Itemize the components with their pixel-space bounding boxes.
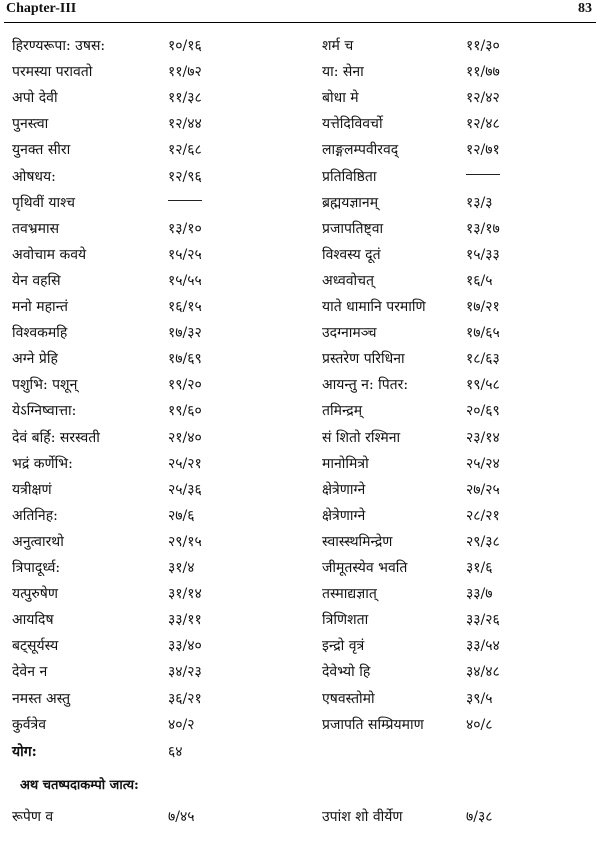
table-row (0, 349, 600, 375)
table-row (0, 428, 600, 454)
mantra-reference: ७/३८ (466, 808, 493, 825)
mantra-text: रूपेण व (12, 808, 54, 825)
mantra-reference: ११/३० (466, 38, 500, 54)
mantra-text: विश्वस्य दूतं (322, 246, 381, 263)
mantra-text: अध्ववोचत् (322, 272, 375, 289)
mantra-text: प्रस्तरेण परिधिना (322, 351, 405, 368)
table-row (0, 480, 600, 506)
mantra-text: उपांश शो वीर्येण (322, 808, 403, 825)
mantra-reference: २७/६ (168, 507, 195, 524)
mantra-text: येऽग्निष्वात्ता: (12, 403, 77, 420)
mantra-text: ओषधय: (12, 168, 56, 185)
mantra-reference: १३/१० (168, 220, 202, 237)
mantra-text: यत्तेदिविवर्चो (322, 116, 383, 133)
mantra-reference: ३६/२१ (168, 690, 202, 707)
mantra-reference: १९/२० (168, 377, 202, 394)
table-row (0, 193, 600, 219)
empty-dash (168, 200, 202, 201)
table-row (0, 807, 600, 833)
mantra-reference (168, 193, 202, 209)
mantra-reference: १९/५८ (466, 377, 500, 394)
mantra-text: अग्ने प्रेहि (12, 351, 58, 368)
table-row (0, 715, 600, 741)
mantra-reference: १६/१५ (168, 299, 202, 315)
mantra-reference: १७/६९ (168, 351, 202, 368)
mantra-text: सं शितो रश्मिना (322, 429, 401, 446)
mantra-text: येन वहसि (12, 272, 61, 289)
mantra-text: या: सेना (322, 64, 364, 81)
mantra-text: एषवस्तोमो (322, 690, 375, 707)
chapter-title: Chapter-III (6, 1, 77, 16)
mantra-text: ब्रह्मयज्ञानम् (322, 194, 379, 211)
mantra-reference: ११/३८ (168, 90, 202, 107)
mantra-reference: १२/४२ (466, 90, 500, 107)
mantra-text: यत्रीक्षणं (12, 481, 52, 498)
mantra-reference: ३४/२३ (168, 664, 202, 681)
mantra-text: मनो महान्तं (12, 299, 68, 315)
mantra-reference: ११/७७ (466, 64, 500, 81)
mantra-reference: २१/४० (168, 429, 202, 446)
mantra-reference: १२/४४ (168, 116, 202, 133)
mantra-text: क्षेत्रेणाग्ने (322, 481, 366, 498)
mantra-reference: २५/३६ (168, 481, 202, 498)
table-row (0, 245, 600, 271)
mantra-text: परमस्या परावतो (12, 64, 93, 81)
table-row (0, 584, 600, 610)
mantra-reference: २७/२५ (466, 481, 500, 498)
header-rule (4, 22, 596, 23)
mantra-text: तमिन्द्रम् (322, 403, 363, 420)
table-row (0, 506, 600, 532)
mantra-reference: ३३/२६ (466, 612, 500, 629)
table-row (0, 36, 600, 62)
mantra-text: देवेभ्यो हि (322, 664, 371, 681)
table-row (0, 454, 600, 480)
mantra-reference: ३१/४ (168, 560, 195, 576)
mantra-text: पशुभि: पशून् (12, 377, 78, 394)
mantra-reference: ३३/४० (168, 638, 202, 655)
mantra-reference: ३१/१४ (168, 586, 202, 603)
total-row (0, 742, 600, 768)
mantra-text: आयदिष (12, 612, 54, 629)
mantra-reference: ४०/८ (466, 716, 493, 733)
mantra-text: देवं बर्हि: सरस्वती (12, 429, 100, 446)
mantra-reference (466, 167, 500, 183)
table-row (0, 636, 600, 662)
mantra-text: बट्सूर्यस्य (12, 638, 59, 655)
mantra-text: हिरण्यरूपा: उषस: (12, 38, 106, 54)
mantra-text: कुर्वत्रेव (12, 716, 47, 733)
table-row (0, 88, 600, 114)
table-row (0, 114, 600, 140)
mantra-reference: १७/३२ (168, 325, 202, 342)
mantra-reference: १८/६३ (466, 351, 500, 368)
mantra-text: विश्वकमहि (12, 325, 68, 342)
mantra-reference: ३३/५४ (466, 638, 500, 655)
mantra-text: अपो देवी (12, 90, 58, 107)
mantra-text: बोधा मे (322, 90, 359, 107)
mantra-reference: ३३/७ (466, 586, 493, 603)
mantra-text: याते धामानि परमाणि (322, 299, 426, 315)
mantra-text: अवोचाम कवये (12, 246, 87, 263)
mantra-reference: १०/१६ (168, 38, 202, 54)
mantra-reference: १५/३३ (466, 246, 500, 263)
mantra-reference: १७/६५ (466, 325, 500, 342)
table-row (0, 689, 600, 715)
mantra-text: नमस्त अस्तु (12, 690, 71, 707)
mantra-text: स्वास्स्थमिन्द्रेण (322, 533, 393, 550)
mantra-reference: १३/१७ (466, 220, 500, 237)
mantra-text: देवेन न (12, 664, 48, 681)
mantra-text: युनक्त सीरा (12, 142, 71, 159)
mantra-reference: १५/२५ (168, 246, 202, 263)
mantra-reference: २८/२१ (466, 507, 500, 524)
mantra-reference: १६/५ (466, 272, 493, 289)
mantra-reference: १३/३ (466, 194, 493, 211)
table-row (0, 401, 600, 427)
section-heading: अथ चतष्पदाकम्पो जात्य: (20, 777, 139, 793)
mantra-text: त्रिपादूर्ध्व: (12, 560, 61, 576)
mantra-text: मानोमित्रो (322, 455, 369, 472)
table-row (0, 271, 600, 297)
table-row (0, 297, 600, 323)
mantra-text: त्रिणिशता (322, 612, 369, 629)
mantra-reference: १२/६८ (168, 142, 202, 159)
table-row (0, 140, 600, 166)
total-value: ६४ (168, 743, 183, 760)
mantra-reference: ३१/६ (466, 560, 493, 576)
mantra-reference: १२/९६ (168, 168, 202, 185)
mantra-text: प्रतिविष्ठिता (322, 168, 377, 185)
table-row (0, 62, 600, 88)
mantra-text: पृथिवीं याश्च (12, 194, 75, 211)
mantra-text: लाङ्गलम्पवीरवद् (322, 142, 399, 159)
mantra-reference: ३४/४८ (466, 664, 500, 681)
mantra-text: उदग्नामञ्च (322, 325, 377, 342)
mantra-reference: ११/७२ (168, 64, 202, 81)
mantra-reference: १५/५५ (168, 272, 202, 289)
mantra-reference: १२/७१ (466, 142, 500, 159)
page-header (0, 0, 600, 20)
table-row (0, 375, 600, 401)
mantra-reference: २०/६९ (466, 403, 500, 420)
mantra-reference: ४०/२ (168, 716, 195, 733)
mantra-text: इन्द्रो वृत्रं (322, 638, 365, 655)
mantra-reference: २५/२१ (168, 455, 202, 472)
mantra-text: तस्माद्यज्ञात् (322, 586, 377, 603)
mantra-reference: ३९/५ (466, 690, 493, 707)
mantra-text: तवभ्रमास (12, 220, 60, 237)
mantra-reference: १७/२१ (466, 299, 500, 315)
mantra-reference: २३/१४ (466, 429, 500, 446)
table-row (0, 532, 600, 558)
empty-dash (466, 174, 500, 175)
table-row (0, 662, 600, 688)
mantra-reference: १२/४८ (466, 116, 500, 133)
mantra-text: यत्पुरुषेण (12, 586, 59, 603)
table-row (0, 167, 600, 193)
mantra-reference: ३३/११ (168, 612, 202, 629)
table-row (0, 219, 600, 245)
mantra-text: क्षेत्रेणाग्ने (322, 507, 366, 524)
page-number: 83 (578, 1, 592, 16)
table-row (0, 323, 600, 349)
mantra-text: भद्रं कर्णेभि: (12, 455, 73, 472)
mantra-text: प्रजापतिष्ट्वा (322, 220, 384, 237)
table-row (0, 558, 600, 584)
mantra-text: शर्म च (322, 38, 354, 54)
mantra-reference: १९/६० (168, 403, 202, 420)
mantra-text: अतिनिह: (12, 507, 58, 524)
mantra-text: अनुत्वारथो (12, 533, 64, 550)
mantra-text: आयन्तु न: पितर: (322, 377, 409, 394)
mantra-text: प्रजापति सम्प्रियमाण (322, 716, 424, 733)
mantra-text: जीमूतस्येव भवति (322, 560, 408, 576)
mantra-reference: २५/२४ (466, 455, 500, 472)
mantra-reference: २९/३८ (466, 533, 500, 550)
total-label: योग: (12, 743, 37, 760)
mantra-reference: ७/४५ (168, 808, 195, 825)
mantra-text: पुनस्त्वा (12, 116, 49, 133)
mantra-reference: २९/१५ (168, 533, 202, 550)
table-row (0, 610, 600, 636)
